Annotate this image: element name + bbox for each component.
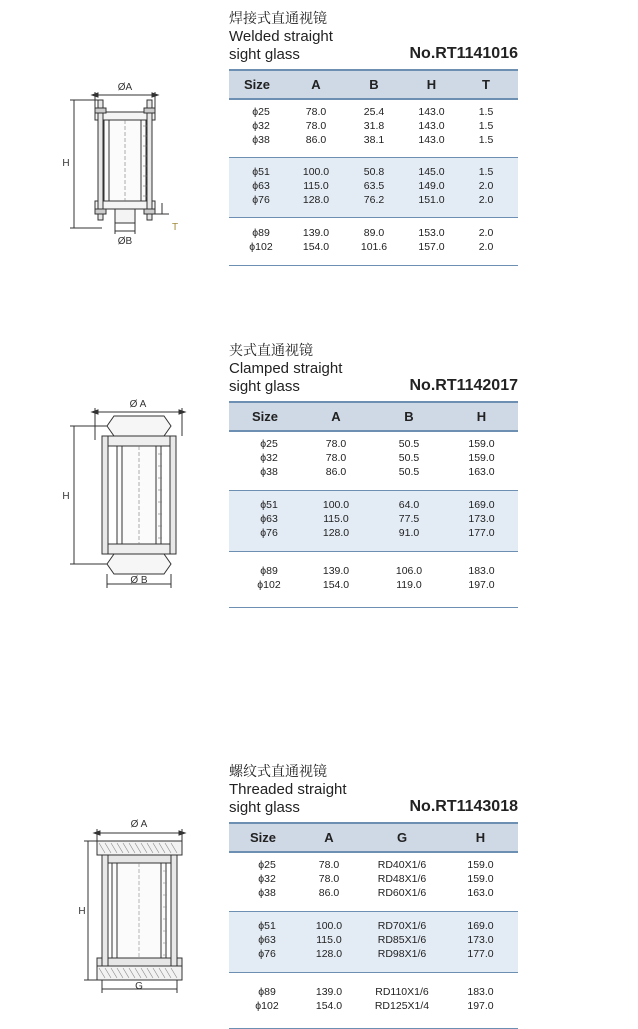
section-title-en-line2: sight glass xyxy=(229,378,300,395)
cell-h: 169.0 xyxy=(467,920,494,932)
cell-h: 159.0 xyxy=(467,859,494,871)
table-row xyxy=(229,859,518,873)
table-row-group xyxy=(229,973,518,1029)
cell-b: 25.4 xyxy=(363,106,385,118)
cell-a: 78.0 xyxy=(318,859,340,871)
cell-size: ϕ32 xyxy=(252,120,270,132)
col-header-size: Size xyxy=(249,830,276,845)
section-title-en-line2: sight glass xyxy=(229,46,300,63)
cell-b: 50.5 xyxy=(398,452,420,464)
cell-b: 91.0 xyxy=(398,527,420,539)
cell-size: ϕ51 xyxy=(258,920,276,932)
col-header-h: H xyxy=(426,77,437,92)
dim-label-h: H xyxy=(62,158,70,169)
table-row-group xyxy=(229,218,518,266)
col-header-a: A xyxy=(311,77,321,92)
spec-table xyxy=(229,69,518,266)
cell-a: 128.0 xyxy=(322,527,350,539)
dim-label-a: Ø A xyxy=(129,399,147,410)
table-row xyxy=(229,452,518,466)
table-row xyxy=(229,948,518,962)
table-header xyxy=(229,69,518,100)
table-row xyxy=(229,120,518,134)
cell-a: 139.0 xyxy=(322,565,350,577)
col-header-b: B xyxy=(369,77,379,92)
col-header-a: A xyxy=(324,830,334,845)
cell-size: ϕ89 xyxy=(258,986,276,998)
cell-h: 145.0 xyxy=(418,166,445,178)
cell-a: 78.0 xyxy=(318,873,340,885)
table-row xyxy=(229,579,518,593)
col-header-size: Size xyxy=(243,77,270,92)
table-row-group xyxy=(229,432,518,491)
cell-a: 86.0 xyxy=(305,134,327,146)
cell-size: ϕ51 xyxy=(252,166,270,178)
cell-h: 157.0 xyxy=(418,241,445,253)
cell-a: 115.0 xyxy=(323,513,349,525)
cell-b: 77.5 xyxy=(398,513,420,525)
cell-size: ϕ25 xyxy=(260,438,278,450)
table-row xyxy=(229,513,518,527)
welded-sight-glass-drawing xyxy=(62,78,192,253)
cell-h: 159.0 xyxy=(468,438,495,450)
table-row xyxy=(229,166,518,180)
cell-h: 173.0 xyxy=(468,513,495,525)
table-row xyxy=(229,887,518,901)
cell-size: ϕ32 xyxy=(258,873,276,885)
cell-h: 197.0 xyxy=(468,579,495,591)
cell-h: 173.0 xyxy=(467,934,494,946)
cell-b: 31.8 xyxy=(363,120,385,132)
dim-label-b: ØB xyxy=(117,236,133,247)
cell-h: 163.0 xyxy=(467,887,494,899)
table-row xyxy=(229,180,518,194)
cell-a: 100.0 xyxy=(315,920,343,932)
cell-h: 159.0 xyxy=(468,452,495,464)
cell-t: 2.0 xyxy=(478,227,494,239)
cell-h: 151.0 xyxy=(418,194,445,206)
cell-h: 163.0 xyxy=(468,466,495,478)
cell-t: 1.5 xyxy=(478,166,494,178)
cell-a: 154.0 xyxy=(322,579,350,591)
cell-a: 86.0 xyxy=(325,466,347,478)
cell-size: ϕ32 xyxy=(260,452,278,464)
spec-table xyxy=(229,822,518,1029)
cell-a: 78.0 xyxy=(325,452,347,464)
section-title-cn: 螺纹式直通视镜 xyxy=(229,763,327,779)
cell-h: 159.0 xyxy=(467,873,494,885)
cell-b: 106.0 xyxy=(395,565,423,577)
table-header xyxy=(229,822,518,853)
dim-label-h: H xyxy=(62,491,70,502)
table-row xyxy=(229,873,518,887)
cell-size: ϕ38 xyxy=(252,134,270,146)
cell-b: 50.5 xyxy=(398,438,420,450)
table-row xyxy=(229,438,518,452)
table-row xyxy=(229,565,518,579)
table-row xyxy=(229,986,518,1000)
cell-h: 183.0 xyxy=(467,986,494,998)
cell-h: 169.0 xyxy=(468,499,495,511)
cell-h: 177.0 xyxy=(467,948,494,960)
cell-size: ϕ102 xyxy=(257,579,281,591)
cell-g: RD85X1/6 xyxy=(377,934,427,946)
cell-size: ϕ63 xyxy=(252,180,270,192)
cell-a: 139.0 xyxy=(302,227,330,239)
cell-t: 1.5 xyxy=(478,120,494,132)
cell-h: 177.0 xyxy=(468,527,495,539)
cell-t: 2.0 xyxy=(478,180,494,192)
cell-a: 100.0 xyxy=(302,166,330,178)
col-header-size: Size xyxy=(251,409,278,424)
cell-size: ϕ25 xyxy=(258,859,276,871)
cell-a: 154.0 xyxy=(302,241,330,253)
table-row xyxy=(229,227,518,241)
dim-label-a: ØA xyxy=(117,82,133,93)
cell-size: ϕ102 xyxy=(249,241,273,253)
table-row-group xyxy=(229,491,518,552)
model-number: No.RT1142017 xyxy=(409,377,518,394)
cell-size: ϕ38 xyxy=(258,887,276,899)
section-title-en-line1: Clamped straight xyxy=(229,360,343,377)
cell-b: 63.5 xyxy=(363,180,385,192)
cell-b: 119.0 xyxy=(396,579,422,591)
cell-size: ϕ76 xyxy=(258,948,276,960)
table-row-group xyxy=(229,158,518,218)
cell-a: 115.0 xyxy=(316,934,342,946)
cell-size: ϕ25 xyxy=(252,106,270,118)
cell-g: RD125X1/4 xyxy=(374,1000,430,1012)
cell-a: 78.0 xyxy=(325,438,347,450)
section-title-en-line1: Threaded straight xyxy=(229,781,347,798)
table-row xyxy=(229,134,518,148)
col-header-h: H xyxy=(475,830,486,845)
col-header-g: G xyxy=(396,830,408,845)
cell-size: ϕ89 xyxy=(252,227,270,239)
table-row xyxy=(229,1000,518,1014)
col-header-b: B xyxy=(404,409,414,424)
cell-h: 153.0 xyxy=(418,227,445,239)
table-row xyxy=(229,499,518,513)
dim-label-h: H xyxy=(78,906,86,917)
col-header-a: A xyxy=(331,409,341,424)
dim-label-g: G xyxy=(135,981,143,992)
cell-t: 2.0 xyxy=(478,194,494,206)
cell-g: RD60X1/6 xyxy=(377,887,427,899)
section-title-cn: 夹式直通视镜 xyxy=(229,342,313,358)
table-row-group xyxy=(229,853,518,912)
cell-size: ϕ38 xyxy=(260,466,278,478)
table-row xyxy=(229,241,518,255)
col-header-t: T xyxy=(482,77,490,92)
cell-a: 78.0 xyxy=(305,106,327,118)
threaded-sight-glass-drawing xyxy=(72,815,197,1000)
table-header xyxy=(229,401,518,432)
section-title-cn: 焊接式直通视镜 xyxy=(229,10,327,26)
spec-table xyxy=(229,401,518,608)
cell-t: 1.5 xyxy=(478,134,494,146)
cell-t: 1.5 xyxy=(478,106,494,118)
table-row xyxy=(229,527,518,541)
cell-b: 76.2 xyxy=(363,194,385,206)
cell-g: RD70X1/6 xyxy=(377,920,427,932)
cell-a: 100.0 xyxy=(322,499,350,511)
cell-size: ϕ76 xyxy=(260,527,278,539)
section-title-en-line2: sight glass xyxy=(229,799,300,816)
cell-h: 143.0 xyxy=(418,106,445,118)
table-row xyxy=(229,466,518,480)
cell-size: ϕ63 xyxy=(258,934,276,946)
table-row xyxy=(229,106,518,120)
cell-h: 143.0 xyxy=(418,120,445,132)
cell-a: 154.0 xyxy=(315,1000,343,1012)
section-title-en-line1: Welded straight xyxy=(229,28,333,45)
cell-b: 101.6 xyxy=(360,241,388,253)
model-number: No.RT1143018 xyxy=(409,798,518,815)
cell-b: 64.0 xyxy=(398,499,420,511)
cell-a: 78.0 xyxy=(305,120,327,132)
table-row-group xyxy=(229,552,518,608)
dim-label-t: T xyxy=(171,222,179,233)
cell-a: 115.0 xyxy=(303,180,329,192)
cell-h: 149.0 xyxy=(418,180,445,192)
col-header-h: H xyxy=(476,409,487,424)
dim-label-a: Ø A xyxy=(130,819,148,830)
table-row xyxy=(229,194,518,208)
cell-b: 89.0 xyxy=(363,227,385,239)
cell-a: 139.0 xyxy=(315,986,343,998)
cell-g: RD98X1/6 xyxy=(377,948,427,960)
cell-b: 38.1 xyxy=(363,134,385,146)
clamped-sight-glass-drawing xyxy=(62,396,192,591)
table-row xyxy=(229,934,518,948)
cell-size: ϕ63 xyxy=(260,513,278,525)
cell-a: 128.0 xyxy=(302,194,330,206)
cell-g: RD48X1/6 xyxy=(377,873,427,885)
cell-g: RD110X1/6 xyxy=(375,986,429,998)
cell-h: 183.0 xyxy=(468,565,495,577)
cell-size: ϕ76 xyxy=(252,194,270,206)
cell-a: 128.0 xyxy=(315,948,343,960)
cell-size: ϕ102 xyxy=(255,1000,279,1012)
table-row-group xyxy=(229,100,518,158)
cell-g: RD40X1/6 xyxy=(377,859,427,871)
table-row-group xyxy=(229,912,518,973)
model-number: No.RT1141016 xyxy=(409,45,518,62)
cell-size: ϕ89 xyxy=(260,565,278,577)
cell-a: 86.0 xyxy=(318,887,340,899)
dim-label-b: Ø B xyxy=(130,575,148,586)
cell-h: 197.0 xyxy=(467,1000,494,1012)
table-row xyxy=(229,920,518,934)
cell-b: 50.8 xyxy=(363,166,385,178)
cell-size: ϕ51 xyxy=(260,499,278,511)
cell-t: 2.0 xyxy=(478,241,494,253)
cell-h: 143.0 xyxy=(418,134,445,146)
cell-b: 50.5 xyxy=(398,466,420,478)
